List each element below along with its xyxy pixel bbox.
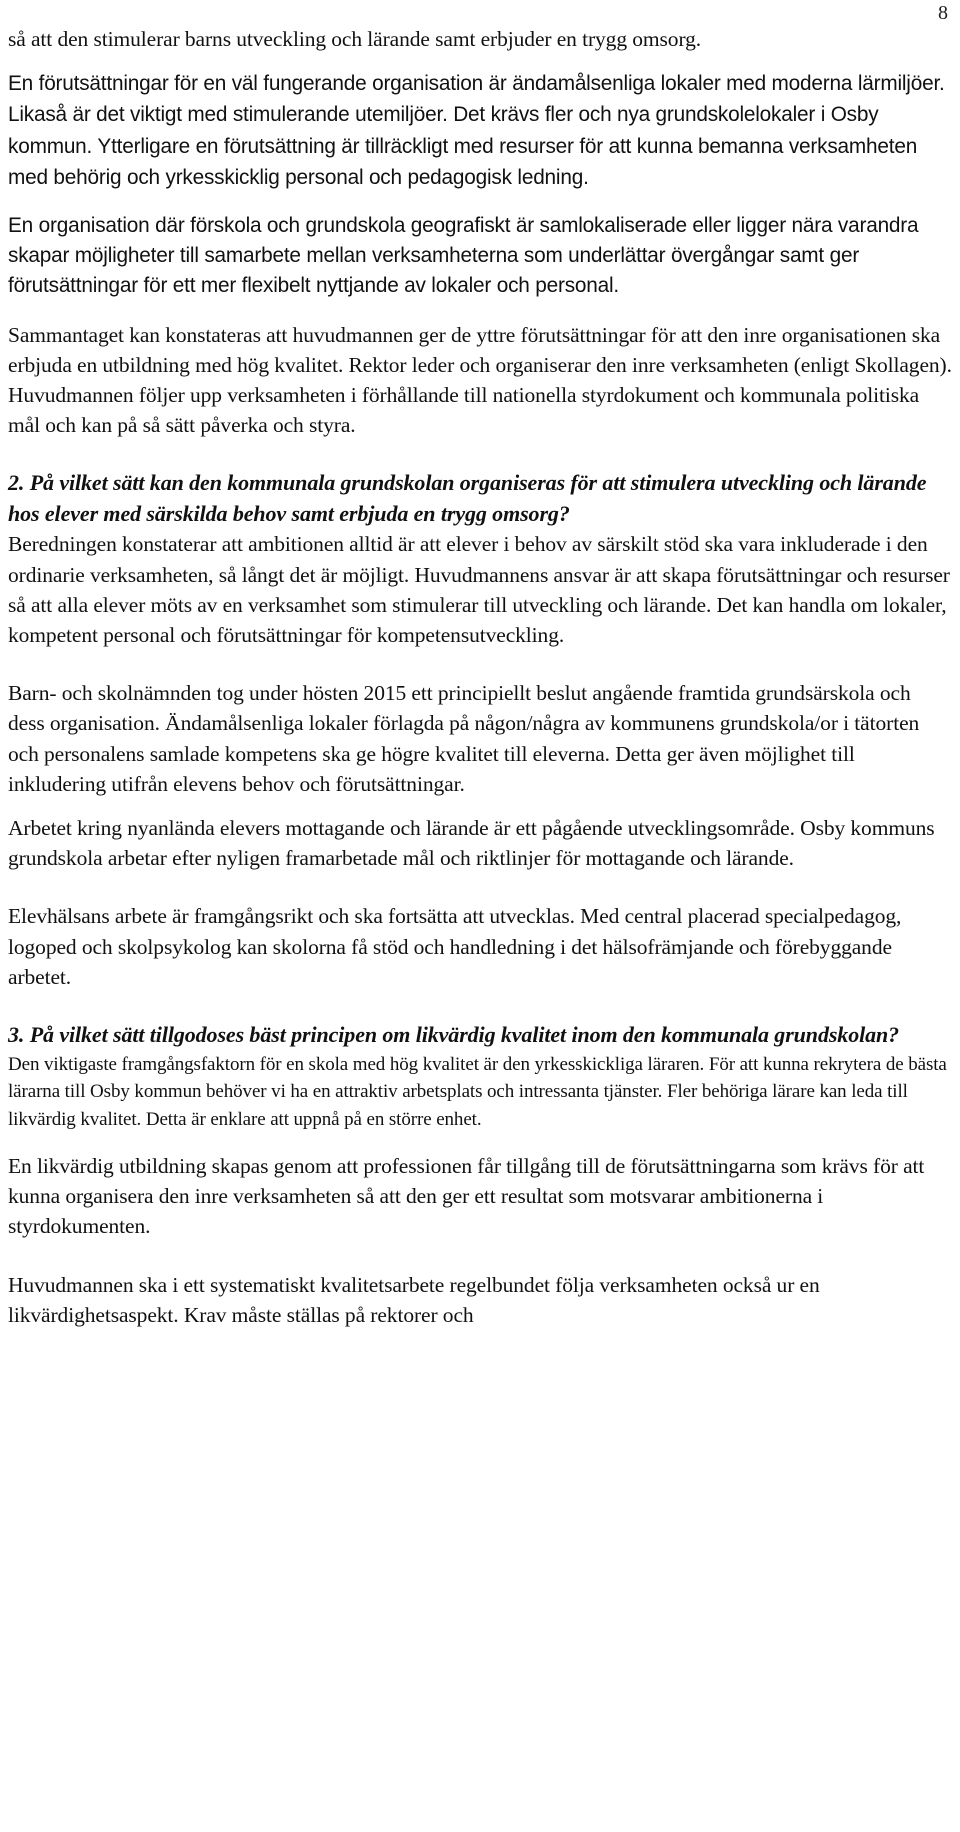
paragraph-beredningen: Beredningen konstaterar att ambitionen alltid är att elever i behov av särskilt stöd ska vara inkluderade i den ordinarie verksamheten, så långt det är möjligt. Huvudmannens ansvar är att skapa förutsättningar och resurser så att alla elever möts av en verksamhet som stimulerar till utveckling och lärande. Det kan handla om lokaler, kompetent personal och förutsättningar för kompetensutveckling.	[8, 532, 950, 648]
question-3-heading: 3. På vilket sätt tillgodoses bäst principen om likvärdig kvalitet inom den kommunala grundskolan?	[8, 1022, 900, 1048]
paragraph-omsorg: så att den stimulerar barns utveckling och lärande samt erbjuder en trygg omsorg.	[8, 27, 702, 51]
paragraph-elevhalsa: Elevhälsans arbete är framgångsrikt och ska fortsätta att utvecklas. Med central placerad specialpedagog, logoped och skolpsykolog kan skolorna få stöd och handledning i det hälsofrämjande och förebyggande arbetet.	[8, 904, 902, 989]
paragraph-nyanlanda: Arbetet kring nyanlända elevers mottagande och lärande är ett pågående utvecklingsområde. Osby kommuns grundskola arbetar efter nyligen framarbetade mål och riktlinjer för mottagande och lärande.	[8, 816, 935, 871]
page-number: 8	[938, 2, 948, 24]
document-body	[8, 24, 952, 1330]
paragraph-sammantaget: Sammantaget kan konstateras att huvudmannen ger de yttre förutsättningar för att den inre organisationen ska erbjuda en utbildning med hög kvalitet. Rektor leder och organiserar den inre verksamheten (enligt Skollagen). Huvudmannen följer upp verksamheten i förhållande till nationella styrdokument och kommunala politiska mål och kan på så sätt påverka och styra.	[8, 322, 952, 438]
paragraph-lokaler-part1: En förutsättningar för en väl fungerande organisation är ändamålsenliga lokaler med moderna lärmiljöer. Likaså är det viktigt med stimulerande utemiljöer. Det krävs fler och nya grundskolelokaler i Osby kommun.	[8, 72, 945, 158]
paragraph-likvardig-utbildning: En likvärdig utbildning skapas genom att professionen får tillgång till de förutsättningarna som krävs för att kunna organisera den inre verksamheten så att den ger ett resultat som motsvarar ambitionerna i styrdokumenten.	[8, 1154, 925, 1239]
paragraph-lokaler	[8, 68, 952, 193]
paragraph-lokaler-part2: Ytterligare en förutsättning är tillräckligt med resurser för att kunna bemanna verksamheten med behörig och yrkesskicklig personal och pedagogisk ledning.	[8, 134, 918, 189]
paragraph-framgangsfaktor: Den viktigaste framgångsfaktorn för en skola med hög kvalitet är den yrkesskickliga läraren. För att kunna rekrytera de bästa lärarna till Osby kommun behöver vi ha en attraktiv arbetsplats och intressanta tjänster. Fler behöriga lärare kan leda till likvärdig kvalitet. Detta är enklare att uppnå på en större enhet.	[8, 1053, 947, 1130]
paragraph-organisation: En organisation där förskola och grundskola geografiskt är samlokaliserade eller ligger nära varandra skapar möjligheter till samarbete mellan verksamheterna som underlättar övergångar samt ger förutsättningar för ett mer flexibelt nyttjande av lokaler och personal.	[8, 214, 919, 298]
paragraph-kvalitetsarbete: Huvudmannen ska i ett systematiskt kvalitetsarbete regelbundet följa verksamheten också ur en likvärdighetsaspekt. Krav måste ställas på rektorer och	[8, 1272, 820, 1327]
paragraph-grundsarskola: Barn- och skolnämnden tog under hösten 2015 ett principiellt beslut angående framtida grundsärskola och dess organisation. Ändamålsenliga lokaler förlagda på någon/några av kommunens grundskola/or i tätorten och personalens samlade kompetens ska ge högre kvalitet till eleverna. Detta ger även möjlighet till inkludering utifrån elevens behov och förutsättningar.	[8, 681, 920, 796]
question-2-heading: 2. På vilket sätt kan den kommunala grundskolan organiseras för att stimulera utveckling och lärande hos elever med särskilda behov samt erbjuda en trygg omsorg?	[8, 470, 927, 526]
